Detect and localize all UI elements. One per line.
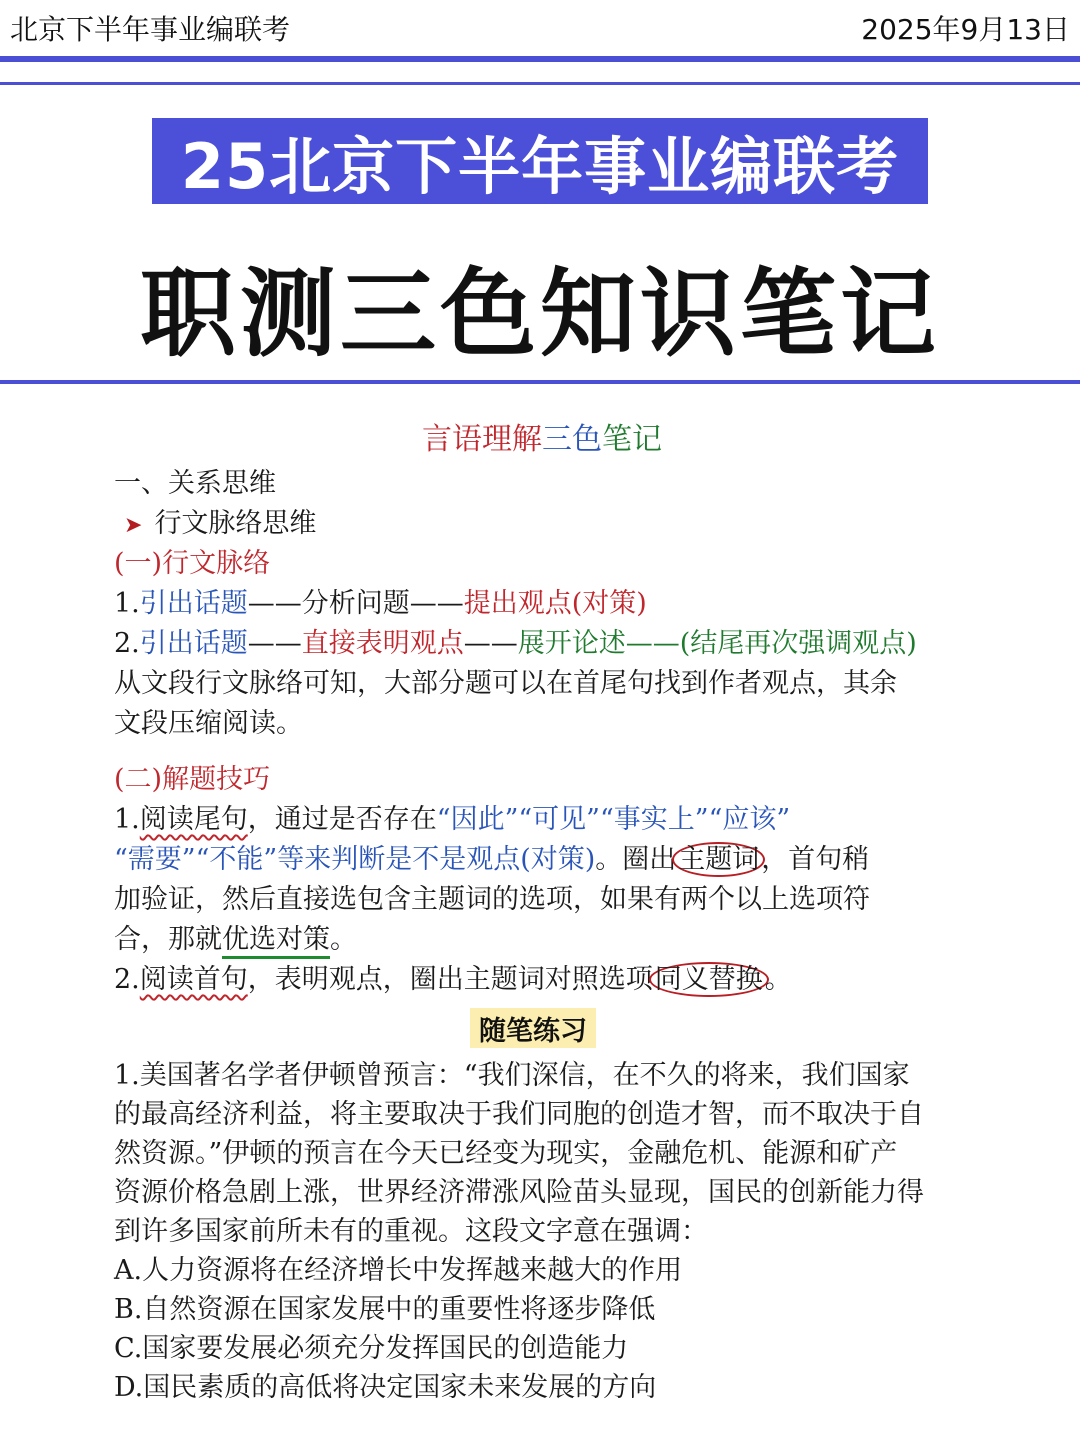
section-title bbox=[114, 414, 970, 458]
section-title-blue: 三色 bbox=[542, 422, 602, 457]
underlined-text: 优选对策 bbox=[222, 924, 330, 955]
option-a: A.人力资源将在经济增长中发挥越来越大的作用 bbox=[114, 1255, 683, 1286]
paragraph-line: 文段压缩阅读。 bbox=[114, 708, 303, 739]
question-line: 资源价格急剧上涨，世界经济滞涨风险苗头显现，国民的创新能力得 bbox=[114, 1177, 924, 1208]
section-title-green: 笔记 bbox=[602, 422, 662, 457]
circled-text: 同义替换 bbox=[649, 962, 769, 997]
divider-line bbox=[0, 56, 1080, 62]
section-title-red: 言语理解 bbox=[422, 422, 542, 457]
option-b: B.自然资源在国家发展中的重要性将逐步降低 bbox=[114, 1294, 656, 1325]
text-black: 合，那就 bbox=[114, 924, 222, 955]
banner-text: 25北京下半年事业编联考 bbox=[180, 129, 900, 203]
part2-title: (二)解题技巧 bbox=[114, 764, 271, 795]
text-black: 。 bbox=[764, 964, 792, 995]
text-black: ，首句稍 bbox=[761, 844, 870, 875]
option-d: D.国民素质的高低将决定国家未来发展的方向 bbox=[114, 1372, 657, 1403]
title-banner bbox=[152, 118, 928, 204]
divider-line bbox=[0, 380, 1080, 384]
main-title: 职测三色知识笔记 bbox=[140, 258, 940, 370]
text-black: ，通过是否存在 bbox=[247, 804, 437, 835]
wavy-underlined-text: 阅读尾句 bbox=[139, 804, 248, 835]
part1-line2 bbox=[114, 624, 917, 664]
header-left-title: 北京下半年事业编联考 bbox=[10, 13, 291, 46]
text-red: 提出观点(对策) bbox=[463, 588, 647, 619]
question-line: 1.美国著名学者伊顿曾预言：“我们深信，在不久的将来，我们国家 bbox=[114, 1060, 910, 1091]
text-black: 。圈出 bbox=[595, 844, 677, 875]
item-number: 2. bbox=[114, 628, 140, 659]
part2-line5 bbox=[114, 960, 792, 1000]
text-green: 展开论述——(结尾再次强调观点) bbox=[517, 628, 917, 659]
arrow-right-icon: ➤ bbox=[124, 513, 143, 538]
paragraph-line: 从文段行文脉络可知，大部分题可以在首尾句找到作者观点，其余 bbox=[114, 668, 897, 699]
question-line: 然资源。”伊顿的预言在今天已经变为现实，金融危机、能源和矿产 bbox=[114, 1138, 898, 1169]
text-black: ，表明观点，圈出主题词对照选项 bbox=[247, 964, 653, 995]
text-black: ——分析问题—— bbox=[247, 588, 464, 619]
part2-line4 bbox=[114, 920, 357, 960]
divider-line bbox=[0, 82, 1080, 85]
subheading-text: 行文脉络思维 bbox=[154, 508, 317, 539]
text-blue: 引出话题 bbox=[139, 588, 248, 619]
item-number: 2. bbox=[114, 964, 140, 995]
paragraph-line: 加验证，然后直接选包含主题词的选项，如果有两个以上选项符 bbox=[114, 884, 870, 915]
text-black: 。 bbox=[330, 924, 357, 955]
subheading bbox=[124, 504, 316, 546]
text-blue: 引出话题 bbox=[139, 628, 248, 659]
part1-title: (一)行文脉络 bbox=[114, 548, 271, 579]
question-line: 到许多国家前所未有的重视。这段文字意在强调： bbox=[114, 1216, 708, 1247]
question-line: 的最高经济利益，将主要取决于我们同胞的创造才智，而不取决于自 bbox=[114, 1099, 924, 1130]
circled-text: 主题词 bbox=[672, 842, 765, 877]
heading-relationship-thinking: 一、关系思维 bbox=[114, 468, 276, 499]
text-black: —— bbox=[463, 628, 518, 659]
wavy-underlined-text: 阅读首句 bbox=[139, 964, 248, 995]
part2-line1 bbox=[114, 800, 790, 840]
part1-line1 bbox=[114, 584, 647, 624]
practice-label: 随笔练习 bbox=[470, 1008, 596, 1048]
keywords-blue: “因此”“可见”“事实上”“应该” bbox=[436, 804, 791, 835]
header-date: 2025年9月13日 bbox=[861, 13, 1070, 46]
item-number: 1. bbox=[114, 804, 140, 835]
keywords-blue: “需要”“不能”等来判断是不是观点(对策) bbox=[114, 844, 596, 875]
top-header bbox=[0, 0, 1080, 56]
text-black: —— bbox=[247, 628, 302, 659]
option-c: C.国家要发展必须充分发挥国民的创造能力 bbox=[114, 1333, 629, 1364]
part2-line2 bbox=[114, 840, 869, 880]
item-number: 1. bbox=[114, 588, 140, 619]
text-red: 直接表明观点 bbox=[301, 628, 464, 659]
